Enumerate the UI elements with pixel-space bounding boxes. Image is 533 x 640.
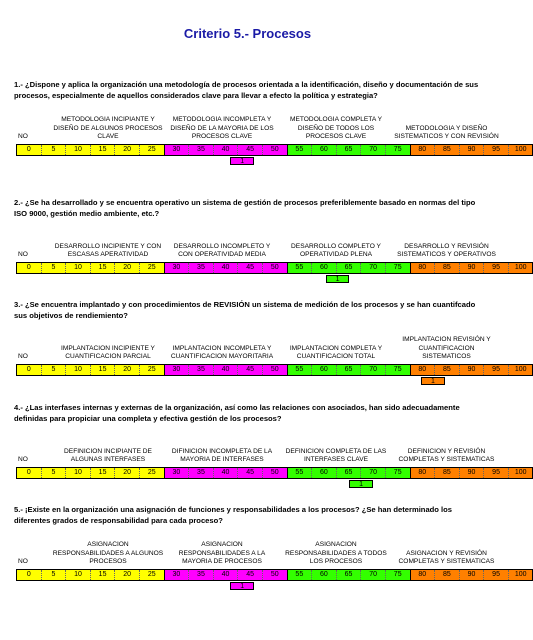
- mark-cell: [492, 480, 516, 488]
- mark-cell: [349, 275, 373, 283]
- level-label: DEFINICION Y REVISIÓN COMPLETAS Y SISTEMATICAS: [398, 447, 495, 463]
- mark-cell: [445, 480, 469, 488]
- score-cell[interactable]: 5: [41, 145, 66, 155]
- mark-cell: [373, 157, 397, 165]
- question-block: [14, 505, 527, 590]
- mark-cell: [183, 157, 207, 165]
- score-cell[interactable]: 75: [385, 468, 410, 478]
- scale-group: [288, 262, 411, 274]
- scale-group: [16, 262, 165, 274]
- mark-cell: [135, 582, 159, 590]
- mark-cell: [111, 275, 135, 283]
- mark-cell: [160, 480, 184, 488]
- score-scale: [16, 144, 527, 156]
- mark-cell: [64, 480, 88, 488]
- scale-group: [165, 467, 288, 479]
- score-cell[interactable]: 10: [65, 468, 90, 478]
- score-cell[interactable]: 80: [418, 146, 427, 153]
- mark-cell: [160, 582, 184, 590]
- score-cell[interactable]: 100: [508, 365, 533, 375]
- mark-cell: [88, 582, 112, 590]
- mark-cell: [445, 582, 469, 590]
- level-label: ASIGNACION Y REVISIÓN COMPLETAS Y SISTEMATICAS: [398, 549, 495, 565]
- level-labels: [14, 111, 499, 141]
- mark-cell: [64, 377, 88, 385]
- mark-cell: [279, 377, 303, 385]
- score-cell[interactable]: 25: [139, 263, 164, 273]
- score-cell[interactable]: 15: [90, 263, 115, 273]
- mark-cell: [302, 377, 326, 385]
- scale-group: [16, 364, 165, 376]
- score-cell[interactable]: 40: [213, 468, 238, 478]
- score-marks: [16, 274, 484, 282]
- score-cell[interactable]: 30: [172, 264, 181, 271]
- mark-cell: [302, 582, 326, 590]
- page-title: Criterio 5.- Procesos: [183, 26, 312, 41]
- mark-cell: [326, 480, 350, 488]
- score-cell[interactable]: 5: [41, 365, 66, 375]
- mark-cell: [398, 480, 422, 488]
- scale-group: [165, 364, 288, 376]
- mark-cell: [302, 275, 326, 283]
- level-label: IMPLANTACION REVISIÓN Y CUANTIFICACION SISTEMATICOS: [402, 336, 491, 360]
- mark-cell: [468, 157, 492, 165]
- score-cell[interactable]: 85: [434, 365, 459, 375]
- scale-group: [411, 262, 533, 274]
- mark-cell: [445, 377, 469, 385]
- mark-cell: [207, 275, 231, 283]
- level-label: METODOLOGIA INCIPIANTE Y DISEÑO DE ALGUNOS PROCESOS CLAVE: [53, 116, 163, 140]
- mark-cell: [492, 582, 516, 590]
- score-cell[interactable]: 70: [360, 263, 385, 273]
- score-cell[interactable]: 80: [418, 264, 427, 271]
- score-cell[interactable]: 60: [311, 145, 336, 155]
- score-cell[interactable]: 65: [336, 570, 361, 580]
- mark-cell: [373, 275, 397, 283]
- level-label: DEFINICION COMPLETA DE LAS INTERFASES CLAVE: [285, 447, 387, 463]
- score-cell[interactable]: 70: [360, 365, 385, 375]
- question-block: [14, 80, 527, 165]
- mark-cell: 1: [230, 157, 254, 165]
- score-cell[interactable]: 35: [188, 570, 213, 580]
- level-label: DEFINICION INCIPIANTE DE ALGUNAS INTERFASES: [64, 447, 152, 463]
- mark-cell: [64, 275, 88, 283]
- scale-group: [16, 467, 165, 479]
- score-cell[interactable]: 10: [65, 263, 90, 273]
- mark-cell: [468, 275, 492, 283]
- mark-cell: [326, 377, 350, 385]
- mark-cell: [207, 157, 231, 165]
- score-scale: [16, 262, 527, 274]
- mark-cell: [41, 275, 65, 283]
- mark-cell: [183, 582, 207, 590]
- mark-cell: [111, 377, 135, 385]
- mark-cell: [421, 582, 445, 590]
- scale-group: [288, 569, 411, 581]
- score-cell[interactable]: 55: [295, 146, 304, 153]
- score-cell[interactable]: 75: [385, 145, 410, 155]
- no-label: NO: [18, 132, 28, 140]
- score-marks: [16, 479, 484, 487]
- score-cell[interactable]: 95: [483, 365, 508, 375]
- scale-group: [288, 364, 411, 376]
- score-cell[interactable]: 65: [336, 468, 361, 478]
- score-cell[interactable]: 60: [311, 570, 336, 580]
- score-cell[interactable]: 15: [90, 145, 115, 155]
- score-cell[interactable]: 75: [385, 365, 410, 375]
- question-text: 3.- ¿Se encuentra implantado y con procedimientos de REVISIÓN un sistema de medición de los procesos y se han cuantifcado sus objetivos de rendiemiento?: [14, 300, 476, 320]
- level-label: DIFINICION INCOMPLETA DE LA MAYORIA DE INTERFASES: [171, 447, 273, 463]
- mark-cell: [445, 157, 469, 165]
- score-cell[interactable]: 95: [483, 468, 508, 478]
- level-labels: [14, 434, 495, 464]
- mark-cell: [230, 377, 254, 385]
- scale-group: [411, 467, 533, 479]
- mark-cell: [279, 157, 303, 165]
- question-block: [14, 403, 527, 488]
- score-cell[interactable]: 80: [418, 366, 427, 373]
- mark-cell: [373, 582, 397, 590]
- mark-cell: 1: [326, 275, 350, 283]
- question-text: 1.- ¿Dispone y aplica la organización una metodología de procesos orientada a la identificación, diseño y documentación de sus procesos, especialmente de aquellos considerados clave para llevar a efecto la política y estrategia?: [14, 80, 479, 100]
- question-text: 5.- ¡Existe en la organización una asignación de funciones y responsabilidades a los procesos? ¿Se han determinado los diferentes grados de responsabilidad para cada proceso?: [14, 505, 453, 525]
- mark-cell: [349, 377, 373, 385]
- score-cell[interactable]: 90: [459, 145, 484, 155]
- scale-group: [288, 144, 411, 156]
- mark-cell: [41, 157, 65, 165]
- score-cell[interactable]: 65: [336, 263, 361, 273]
- mark-cell: [160, 275, 184, 283]
- mark-cell: [492, 377, 516, 385]
- mark-cell: [421, 157, 445, 165]
- question-text: 4.- ¿Las interfases internas y externas de la organización, así como las relaciones con asociados, han sido adecuadamente definidas para propiciar una completa y efectiva gestión de los procesos?: [14, 403, 460, 423]
- score-cell[interactable]: 40: [213, 145, 238, 155]
- score-cell[interactable]: 5: [41, 570, 66, 580]
- mark-cell: [135, 377, 159, 385]
- mark-cell: [254, 275, 278, 283]
- mark-cell: [302, 480, 326, 488]
- no-label: NO: [18, 250, 28, 258]
- mark-cell: [17, 480, 41, 488]
- level-labels: [14, 536, 495, 566]
- scale-group: [165, 262, 288, 274]
- score-cell[interactable]: 60: [311, 263, 336, 273]
- score-cell[interactable]: 0: [26, 146, 31, 153]
- score-cell[interactable]: 100: [508, 145, 533, 155]
- score-cell[interactable]: 25: [139, 365, 164, 375]
- level-labels: [14, 331, 491, 361]
- scale-group: [16, 144, 165, 156]
- mark-cell: [492, 275, 516, 283]
- mark-cell: [279, 480, 303, 488]
- score-cell[interactable]: 50: [262, 145, 287, 155]
- mark-cell: [183, 275, 207, 283]
- scale-group: [411, 364, 533, 376]
- level-label: ASIGNACION RESPONSABILIDADES A ALGUNOS PROCESOS: [52, 541, 164, 565]
- score-scale: [16, 364, 527, 376]
- level-label: DESARROLLO Y REVISIÓN SISTEMATICOS Y OPERATIVOS: [397, 242, 496, 258]
- score-cell[interactable]: 45: [237, 468, 262, 478]
- score-cell[interactable]: 35: [188, 145, 213, 155]
- mark-cell: [207, 582, 231, 590]
- score-cell[interactable]: 35: [188, 468, 213, 478]
- score-cell[interactable]: 100: [508, 570, 533, 580]
- level-label: IMPLANTACION INCIPIENTE Y CUANTIFICACION PARCIAL: [61, 344, 155, 360]
- score-cell[interactable]: 25: [139, 145, 164, 155]
- score-cell[interactable]: 30: [172, 366, 181, 373]
- score-cell[interactable]: 10: [65, 145, 90, 155]
- level-label: METODOLOGIA COMPLETA Y DISEÑO DE TODOS LOS PROCESOS CLAVE: [290, 116, 382, 140]
- mark-cell: [254, 377, 278, 385]
- score-cell[interactable]: 45: [237, 365, 262, 375]
- mark-cell: [111, 480, 135, 488]
- level-label: ASIGNACION RESPONSABILIDADES A LA MAYORIA DE PROCESOS: [178, 541, 266, 565]
- mark-cell: [111, 582, 135, 590]
- score-cell[interactable]: 60: [311, 468, 336, 478]
- score-cell[interactable]: 15: [90, 468, 115, 478]
- mark-cell: [398, 377, 422, 385]
- score-cell[interactable]: 70: [360, 570, 385, 580]
- score-cell[interactable]: 85: [434, 468, 459, 478]
- score-cell[interactable]: 20: [114, 468, 139, 478]
- score-cell[interactable]: 80: [418, 571, 427, 578]
- score-cell[interactable]: 65: [336, 145, 361, 155]
- score-cell[interactable]: 85: [434, 145, 459, 155]
- mark-cell: [17, 157, 41, 165]
- mark-cell: [111, 157, 135, 165]
- score-cell[interactable]: 25: [139, 468, 164, 478]
- score-cell[interactable]: 5: [41, 263, 66, 273]
- score-cell[interactable]: 20: [114, 263, 139, 273]
- score-cell[interactable]: 30: [172, 571, 181, 578]
- mark-cell: [398, 582, 422, 590]
- mark-cell: [468, 480, 492, 488]
- scale-group: [411, 569, 533, 581]
- scale-group: [16, 569, 165, 581]
- mark-cell: [41, 377, 65, 385]
- no-label: NO: [18, 455, 28, 463]
- score-cell[interactable]: 5: [41, 468, 66, 478]
- mark-cell: [160, 377, 184, 385]
- score-cell[interactable]: 70: [360, 145, 385, 155]
- score-cell[interactable]: 95: [483, 145, 508, 155]
- mark-cell: [41, 582, 65, 590]
- mark-cell: [41, 480, 65, 488]
- score-cell[interactable]: 90: [459, 570, 484, 580]
- score-cell[interactable]: 45: [237, 263, 262, 273]
- question-block: [14, 198, 527, 283]
- no-label: NO: [18, 352, 28, 360]
- score-cell[interactable]: 50: [262, 468, 287, 478]
- scale-group: [165, 569, 288, 581]
- mark-cell: [64, 157, 88, 165]
- score-cell[interactable]: 55: [295, 264, 304, 271]
- score-cell[interactable]: 90: [459, 263, 484, 273]
- score-cell[interactable]: 65: [336, 365, 361, 375]
- mark-cell: [17, 377, 41, 385]
- score-scale: [16, 467, 527, 479]
- mark-cell: [421, 275, 445, 283]
- mark-cell: [302, 157, 326, 165]
- score-cell[interactable]: 15: [90, 365, 115, 375]
- level-label: IMPLANTACION COMPLETA Y CUANTIFICACION TOTAL: [289, 344, 383, 360]
- score-cell[interactable]: 0: [26, 264, 31, 271]
- mark-cell: [88, 480, 112, 488]
- score-cell[interactable]: 20: [114, 145, 139, 155]
- level-label: METODOLOGIA INCOMPLETA Y DISEÑO DE LA MAYORIA DE LOS PROCESOS CLAVE: [170, 116, 274, 140]
- mark-cell: [88, 157, 112, 165]
- mark-cell: [279, 275, 303, 283]
- question-block: [14, 300, 527, 385]
- score-marks: [16, 156, 484, 164]
- mark-cell: [349, 582, 373, 590]
- score-scale: [16, 569, 527, 581]
- mark-cell: [326, 582, 350, 590]
- mark-cell: 1: [421, 377, 445, 385]
- scale-group: [411, 144, 533, 156]
- mark-cell: [207, 480, 231, 488]
- score-cell[interactable]: 95: [483, 263, 508, 273]
- score-cell[interactable]: 55: [295, 366, 304, 373]
- score-cell[interactable]: 50: [262, 570, 287, 580]
- mark-cell: 1: [349, 480, 373, 488]
- score-cell[interactable]: 100: [508, 263, 533, 273]
- score-cell[interactable]: 95: [483, 570, 508, 580]
- mark-cell: [398, 275, 422, 283]
- no-label: NO: [18, 557, 28, 565]
- mark-cell: [254, 582, 278, 590]
- score-cell[interactable]: 20: [114, 570, 139, 580]
- mark-cell: [135, 480, 159, 488]
- score-cell[interactable]: 55: [295, 571, 304, 578]
- mark-cell: [88, 377, 112, 385]
- score-cell[interactable]: 80: [418, 469, 427, 476]
- mark-cell: [135, 275, 159, 283]
- score-cell[interactable]: 20: [114, 365, 139, 375]
- mark-cell: [398, 157, 422, 165]
- mark-cell: [326, 157, 350, 165]
- scale-group: [288, 467, 411, 479]
- score-cell[interactable]: 40: [213, 365, 238, 375]
- score-cell[interactable]: 0: [26, 469, 31, 476]
- mark-cell: [207, 377, 231, 385]
- mark-cell: [254, 157, 278, 165]
- score-cell[interactable]: 90: [459, 365, 484, 375]
- score-marks: [16, 581, 484, 589]
- score-cell[interactable]: 30: [172, 469, 181, 476]
- level-label: DESARROLLO INCOMPLETO Y CON OPERATIVIDAD MEDIA: [173, 242, 271, 258]
- mark-cell: [349, 157, 373, 165]
- score-marks: [16, 376, 484, 384]
- score-cell[interactable]: 10: [65, 570, 90, 580]
- level-label: IMPLANTACION INCOMPLETA Y CUANTIFICACION MAYORITARIA: [170, 344, 274, 360]
- score-cell[interactable]: 75: [385, 263, 410, 273]
- mark-cell: [373, 377, 397, 385]
- mark-cell: [17, 582, 41, 590]
- mark-cell: 1: [230, 582, 254, 590]
- level-labels: [14, 229, 496, 259]
- mark-cell: [279, 582, 303, 590]
- score-cell[interactable]: 60: [311, 365, 336, 375]
- level-label: DESARROLLO COMPLETO Y OPERATIVIDAD PLENA: [291, 242, 381, 258]
- mark-cell: [230, 275, 254, 283]
- score-cell[interactable]: 15: [90, 570, 115, 580]
- score-cell[interactable]: 10: [65, 365, 90, 375]
- mark-cell: [373, 480, 397, 488]
- score-cell[interactable]: 50: [262, 365, 287, 375]
- level-label: ASIGNACION RESPONSABILIDADES A TODOS LOS PROCESOS: [285, 541, 387, 565]
- mark-cell: [135, 157, 159, 165]
- score-cell[interactable]: 40: [213, 263, 238, 273]
- mark-cell: [445, 275, 469, 283]
- score-cell[interactable]: 45: [237, 145, 262, 155]
- score-cell[interactable]: 40: [213, 570, 238, 580]
- question-text: 2.- ¿Se ha desarrollado y se encuentra operativo un sistema de gestión de procesos preferiblemente basado en normas del tipo ISO 9000, gestión medio ambiente, etc.?: [14, 198, 476, 218]
- score-cell[interactable]: 45: [237, 570, 262, 580]
- score-cell[interactable]: 35: [188, 263, 213, 273]
- score-cell[interactable]: 50: [262, 263, 287, 273]
- score-cell[interactable]: 25: [139, 570, 164, 580]
- mark-cell: [17, 275, 41, 283]
- score-cell[interactable]: 55: [295, 469, 304, 476]
- score-cell[interactable]: 90: [459, 468, 484, 478]
- mark-cell: [421, 480, 445, 488]
- mark-cell: [160, 157, 184, 165]
- mark-cell: [468, 582, 492, 590]
- mark-cell: [492, 157, 516, 165]
- score-cell[interactable]: 85: [434, 263, 459, 273]
- score-cell[interactable]: 85: [434, 570, 459, 580]
- score-cell[interactable]: 0: [26, 571, 31, 578]
- score-cell[interactable]: 35: [188, 365, 213, 375]
- mark-cell: [88, 275, 112, 283]
- score-cell[interactable]: 100: [508, 468, 533, 478]
- level-label: METODOLOGIA Y DISEÑO SISTEMATICOS Y CON REVISIÓN: [394, 124, 499, 140]
- level-label: DESARROLLO INCIPIENTE Y CON ESCASAS APERATIVIDAD: [54, 242, 162, 258]
- score-cell[interactable]: 75: [385, 570, 410, 580]
- score-cell[interactable]: 30: [172, 146, 181, 153]
- mark-cell: [254, 480, 278, 488]
- mark-cell: [468, 377, 492, 385]
- mark-cell: [183, 377, 207, 385]
- scale-group: [165, 144, 288, 156]
- score-cell[interactable]: 0: [26, 366, 31, 373]
- mark-cell: [183, 480, 207, 488]
- mark-cell: [64, 582, 88, 590]
- score-cell[interactable]: 70: [360, 468, 385, 478]
- mark-cell: [230, 480, 254, 488]
